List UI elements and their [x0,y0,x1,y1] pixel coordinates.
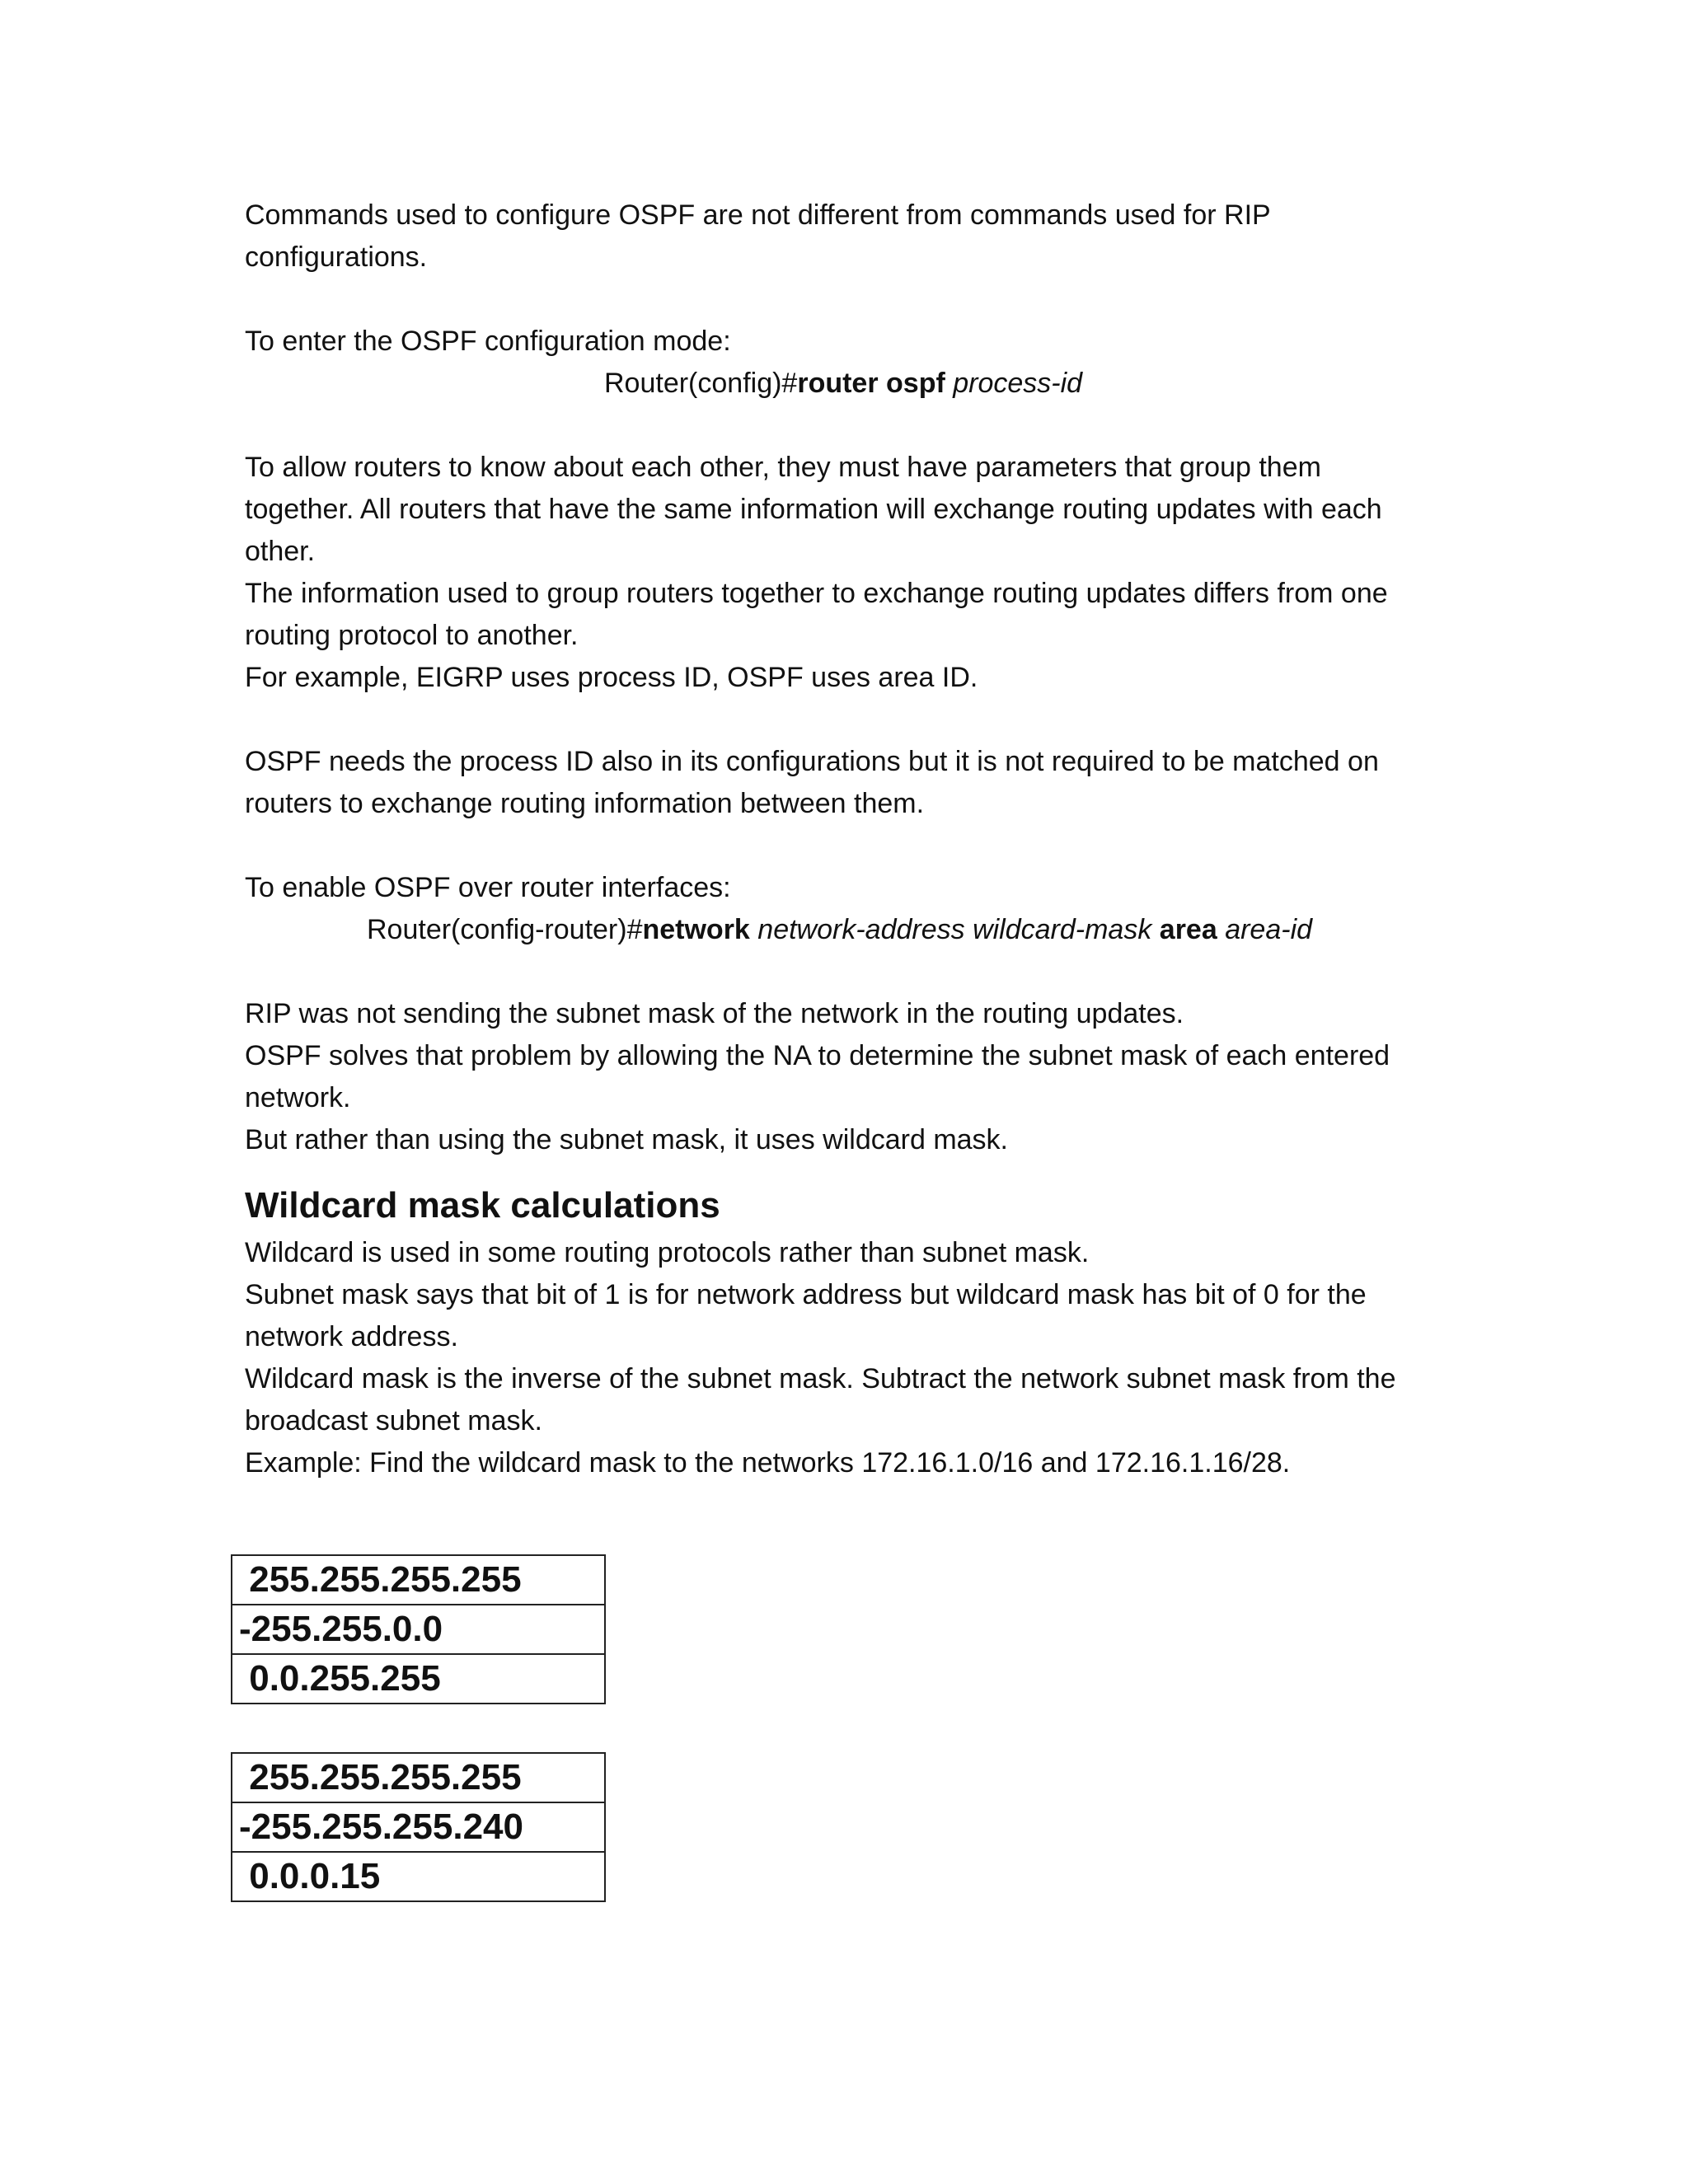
spacer [245,699,1432,741]
spacer [245,951,1432,993]
wildcard-line-6: Example: Find the wildcard mask to the networks 172.16.1.0/16 and 172.16.1.16/28. [245,1447,1291,1479]
wildcard-calc-table-2 [231,1752,606,1902]
process-para-line-1: OSPF needs the process ID also in its configurations but it is not required to be matched on [245,746,1379,777]
table-row [232,1802,605,1852]
process-para-line-2: routers to exchange routing information between them. [245,788,925,819]
table-row [232,1753,605,1802]
rip-para-line-3: network. [245,1082,351,1113]
rip-para-line-1: RIP was not sending the subnet mask of the network in the routing updates. [245,998,1184,1029]
table-row [232,1555,605,1605]
group-para-line-5: routing protocol to another. [245,620,579,651]
command-keyword-area: area [1159,914,1217,945]
wildcard-line-3: network address. [245,1321,458,1352]
command-keyword-network: network [642,914,750,945]
group-para-line-6: For example, EIGRP uses process ID, OSPF uses area ID. [245,662,978,693]
command-prompt: Router(config)# [604,368,798,399]
command-argument: process-id [945,368,1083,399]
table-row [232,1654,605,1704]
network-area-command [245,909,1432,951]
command-arguments: network-address wildcard-mask [749,914,1160,945]
document-body [245,194,1432,1484]
table-row [232,1852,605,1901]
wildcard-line-4: Wildcard mask is the inverse of the subnet mask. Subtract the network subnet mask from the [245,1363,1396,1394]
wildcard-line-1: Wildcard is used in some routing protocols rather than subnet mask. [245,1237,1090,1268]
wildcard-line-2: Subnet mask says that bit of 1 is for network address but wildcard mask has bit of 0 for the [245,1279,1367,1310]
rip-para-line-2: OSPF solves that problem by allowing the NA to determine the subnet mask of each entered [245,1040,1390,1071]
section-heading: Wildcard mask calculations [245,1185,720,1226]
enable-interfaces-label: To enable OSPF over router interfaces: [245,872,731,903]
group-para-line-1: To allow routers to know about each other, they must have parameters that group them [245,452,1321,483]
command-argument-area-id: area-id [1217,914,1313,945]
wildcard-line-5: broadcast subnet mask. [245,1405,542,1436]
intro-line-2: configurations. [245,241,428,273]
table-cell: 255.255.255.255 [232,1753,605,1802]
table-row [232,1605,605,1654]
table-cell: -255.255.255.240 [232,1802,605,1852]
table-cell: 0.0.0.15 [232,1852,605,1901]
enter-mode-label: To enter the OSPF configuration mode: [245,326,731,357]
spacer [245,279,1432,321]
table-cell: 0.0.255.255 [232,1654,605,1704]
group-para-line-3: other. [245,536,316,567]
group-para-line-4: The information used to group routers together to exchange routing updates differs from one [245,578,1388,609]
spacer [245,405,1432,447]
spacer [245,825,1432,867]
table-cell: -255.255.0.0 [232,1605,605,1654]
intro-line-1: Commands used to configure OSPF are not different from commands used for RIP [245,199,1271,231]
rip-para-line-4: But rather than using the subnet mask, it uses wildcard mask. [245,1124,1009,1155]
group-para-line-2: together. All routers that have the same information will exchange routing updates with each [245,494,1382,525]
table-cell: 255.255.255.255 [232,1555,605,1605]
wildcard-calc-table-1 [231,1554,606,1704]
router-ospf-command [245,363,1432,405]
command-keyword: router ospf [797,368,945,399]
command-prompt: Router(config-router)# [367,914,643,945]
